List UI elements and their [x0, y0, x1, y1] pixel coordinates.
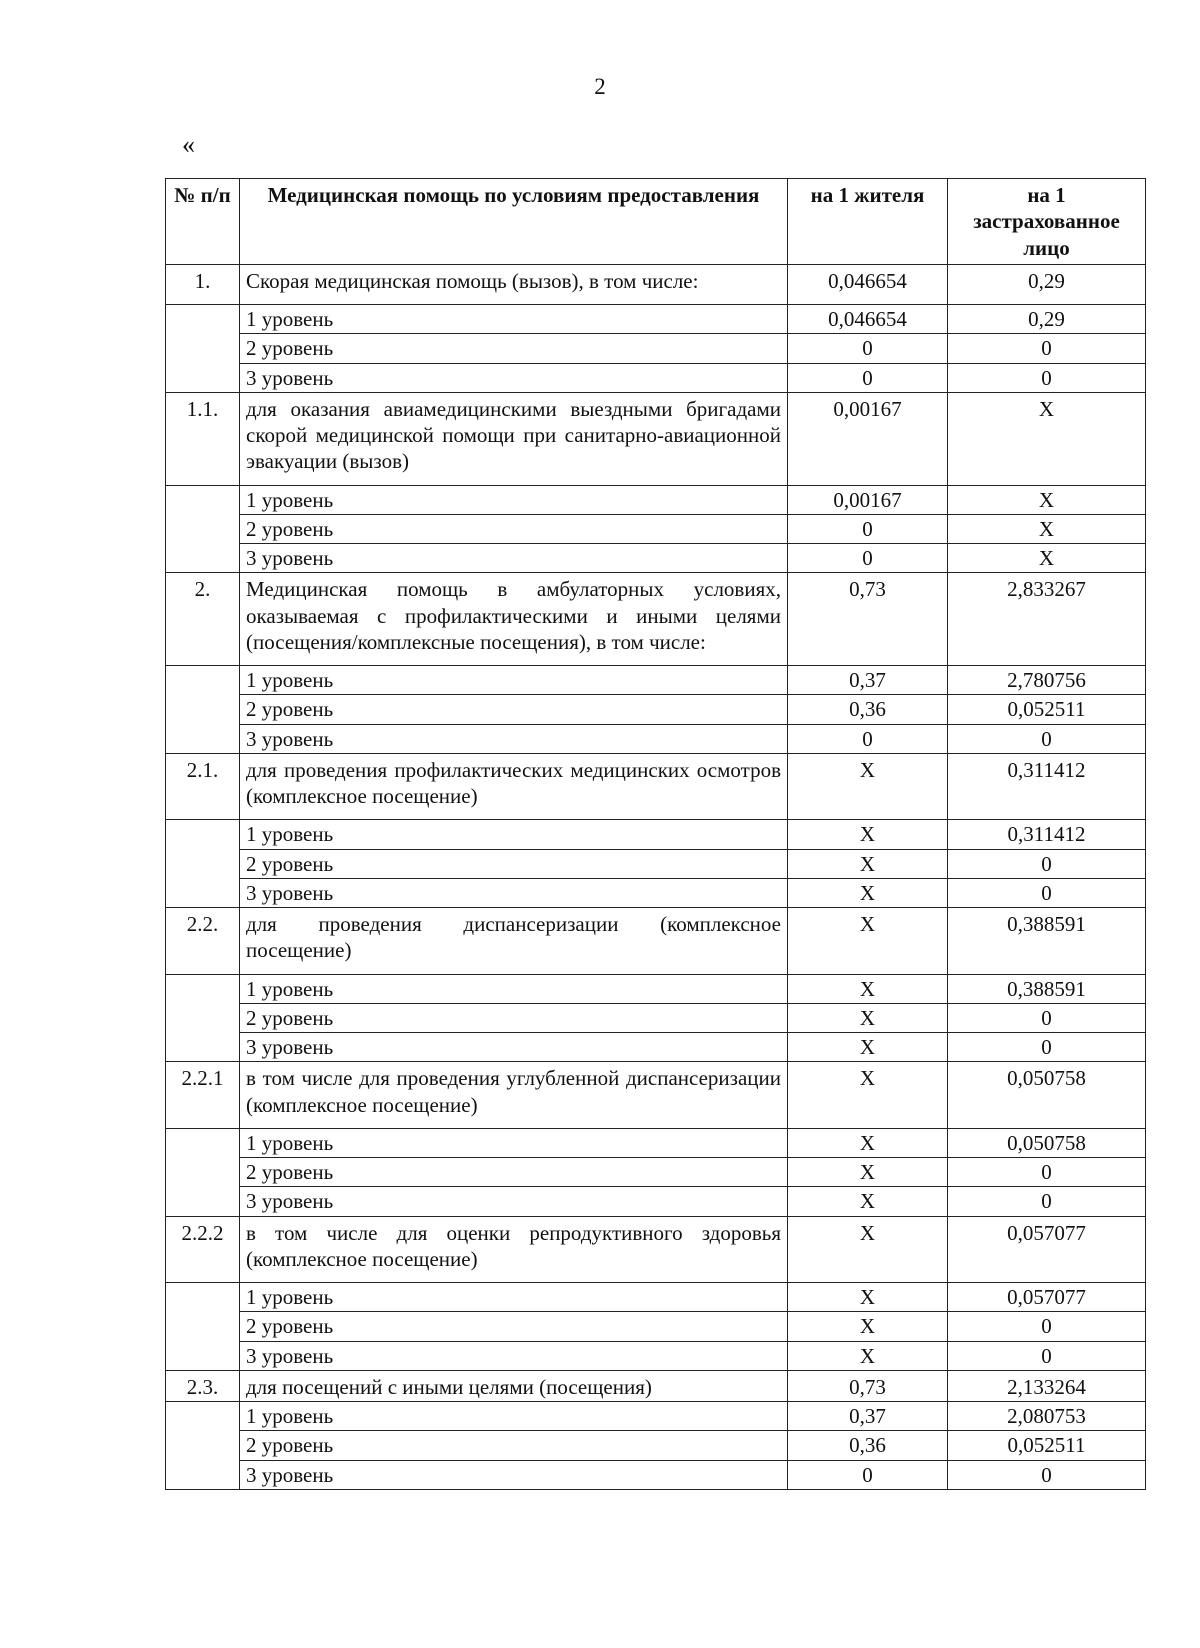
row-number: 1.	[166, 264, 240, 304]
value-per-resident: Х	[788, 1216, 948, 1283]
value-per-insured: 0	[948, 878, 1146, 907]
row-description: в том числе для оценки репродуктивного здоровья (комплексное посещение)	[240, 1216, 788, 1283]
value-per-insured: 0	[948, 724, 1146, 753]
table-row	[166, 1370, 1146, 1401]
value-per-insured: 0,388591	[948, 908, 1146, 975]
row-number	[166, 1033, 240, 1062]
row-description: 3 уровень	[240, 1187, 788, 1216]
table-row	[166, 1033, 1146, 1062]
value-per-resident: 0,046654	[788, 305, 948, 334]
row-number	[166, 1283, 240, 1312]
table-row	[166, 573, 1146, 666]
row-description: 1 уровень	[240, 305, 788, 334]
value-per-resident: 0,00167	[788, 485, 948, 514]
row-number	[166, 305, 240, 334]
table-row	[166, 1062, 1146, 1129]
row-number	[166, 514, 240, 543]
table-row	[166, 1158, 1146, 1187]
row-number	[166, 1158, 240, 1187]
row-description: 1 уровень	[240, 974, 788, 1003]
value-per-insured: Х	[948, 392, 1146, 485]
row-number: 2.2.1	[166, 1062, 240, 1129]
value-per-insured: 0,29	[948, 264, 1146, 304]
value-per-resident: Х	[788, 1312, 948, 1341]
row-number	[166, 849, 240, 878]
value-per-insured: 0,052511	[948, 1431, 1146, 1460]
value-per-resident: 0	[788, 544, 948, 573]
row-number	[166, 1128, 240, 1157]
value-per-resident: Х	[788, 908, 948, 975]
value-per-resident: 0,37	[788, 1402, 948, 1431]
row-description: 1 уровень	[240, 820, 788, 849]
value-per-insured: 0,29	[948, 305, 1146, 334]
table-row	[166, 1216, 1146, 1283]
value-per-resident: 0,36	[788, 1431, 948, 1460]
table-row	[166, 820, 1146, 849]
value-per-insured: 2,133264	[948, 1370, 1146, 1401]
row-description: 2 уровень	[240, 1158, 788, 1187]
row-description: Скорая медицинская помощь (вызов), в том числе:	[240, 264, 788, 304]
value-per-resident: Х	[788, 1003, 948, 1032]
table-row	[166, 334, 1146, 363]
row-description: 2 уровень	[240, 1003, 788, 1032]
row-description: 3 уровень	[240, 544, 788, 573]
header-per-resident: на 1 жителя	[788, 179, 948, 265]
value-per-resident: Х	[788, 1033, 948, 1062]
value-per-insured: Х	[948, 544, 1146, 573]
table-row	[166, 724, 1146, 753]
row-number	[166, 334, 240, 363]
value-per-resident: 0	[788, 724, 948, 753]
row-number	[166, 974, 240, 1003]
row-number	[166, 1402, 240, 1431]
row-number	[166, 485, 240, 514]
table-row	[166, 485, 1146, 514]
row-description: 3 уровень	[240, 878, 788, 907]
row-description: 1 уровень	[240, 1128, 788, 1157]
value-per-insured: 0,052511	[948, 695, 1146, 724]
row-description: 2 уровень	[240, 1312, 788, 1341]
value-per-insured: 0,057077	[948, 1216, 1146, 1283]
value-per-resident: 0	[788, 363, 948, 392]
value-per-insured: 0,311412	[948, 753, 1146, 820]
value-per-resident: Х	[788, 1158, 948, 1187]
row-description: 2 уровень	[240, 695, 788, 724]
row-number	[166, 724, 240, 753]
value-per-resident: 0,046654	[788, 264, 948, 304]
value-per-insured: 0	[948, 1312, 1146, 1341]
value-per-insured: 0	[948, 334, 1146, 363]
page-number: 2	[594, 74, 606, 99]
value-per-resident: 0,00167	[788, 392, 948, 485]
value-per-resident: Х	[788, 849, 948, 878]
row-description: 1 уровень	[240, 666, 788, 695]
value-per-insured: 2,080753	[948, 1402, 1146, 1431]
value-per-resident: Х	[788, 753, 948, 820]
table-row	[166, 849, 1146, 878]
table-row	[166, 1431, 1146, 1460]
row-number	[166, 1003, 240, 1032]
table-row	[166, 305, 1146, 334]
value-per-resident: 0	[788, 514, 948, 543]
value-per-resident: Х	[788, 820, 948, 849]
value-per-insured: 0,057077	[948, 1283, 1146, 1312]
value-per-insured: 0,050758	[948, 1062, 1146, 1129]
value-per-resident: Х	[788, 1341, 948, 1370]
value-per-resident: 0	[788, 334, 948, 363]
row-number: 2.2.2	[166, 1216, 240, 1283]
value-per-insured: 0,050758	[948, 1128, 1146, 1157]
row-description: для проведения диспансеризации (комплексное посещение)	[240, 908, 788, 975]
row-number	[166, 1460, 240, 1489]
table-row	[166, 392, 1146, 485]
value-per-insured: 2,833267	[948, 573, 1146, 666]
row-number	[166, 1431, 240, 1460]
row-description: 3 уровень	[240, 1341, 788, 1370]
row-description: 1 уровень	[240, 1402, 788, 1431]
value-per-resident: 0,73	[788, 573, 948, 666]
row-description: 2 уровень	[240, 1431, 788, 1460]
row-number	[166, 1312, 240, 1341]
table-row	[166, 1128, 1146, 1157]
table-row	[166, 264, 1146, 304]
value-per-insured: Х	[948, 485, 1146, 514]
row-number: 1.1.	[166, 392, 240, 485]
row-number: 2.3.	[166, 1370, 240, 1401]
value-per-resident: Х	[788, 1187, 948, 1216]
row-number	[166, 1341, 240, 1370]
table-row	[166, 363, 1146, 392]
row-description: для проведения профилактических медицинских осмотров (комплексное посещение)	[240, 753, 788, 820]
value-per-insured: 0	[948, 1460, 1146, 1489]
row-description: Медицинская помощь в амбулаторных условиях, оказываемая с профилактическими и иными целями (посещения/комплексные посещения), в том числе:	[240, 573, 788, 666]
row-number	[166, 878, 240, 907]
table-row	[166, 1460, 1146, 1489]
table-row	[166, 1402, 1146, 1431]
row-description: 1 уровень	[240, 485, 788, 514]
row-number: 2.	[166, 573, 240, 666]
value-per-insured: 0	[948, 1341, 1146, 1370]
table-row	[166, 908, 1146, 975]
row-number	[166, 1187, 240, 1216]
value-per-insured: 0	[948, 1033, 1146, 1062]
header-description: Медицинская помощь по условиям предоставления	[240, 179, 788, 265]
value-per-insured: 0,311412	[948, 820, 1146, 849]
medical-care-table	[165, 178, 1146, 1490]
value-per-insured: 0	[948, 1158, 1146, 1187]
value-per-resident: Х	[788, 1128, 948, 1157]
value-per-resident: 0,36	[788, 695, 948, 724]
table-row	[166, 974, 1146, 1003]
row-number	[166, 363, 240, 392]
value-per-insured: 0	[948, 1003, 1146, 1032]
row-description: 3 уровень	[240, 1033, 788, 1062]
value-per-insured: 0	[948, 363, 1146, 392]
row-number	[166, 666, 240, 695]
row-number	[166, 544, 240, 573]
row-description: 2 уровень	[240, 849, 788, 878]
value-per-resident: 0	[788, 1460, 948, 1489]
row-description: 3 уровень	[240, 1460, 788, 1489]
table-row	[166, 1312, 1146, 1341]
row-description: 2 уровень	[240, 514, 788, 543]
table-body	[166, 264, 1146, 1489]
row-number: 2.1.	[166, 753, 240, 820]
value-per-insured: 0	[948, 1187, 1146, 1216]
value-per-resident: Х	[788, 878, 948, 907]
value-per-insured: 2,780756	[948, 666, 1146, 695]
value-per-resident: 0,73	[788, 1370, 948, 1401]
row-description: в том числе для проведения углубленной диспансеризации (комплексное посещение)	[240, 1062, 788, 1129]
row-description: 2 уровень	[240, 334, 788, 363]
header-num: № п/п	[166, 179, 240, 265]
table-row	[166, 1283, 1146, 1312]
table-row	[166, 544, 1146, 573]
table-row	[166, 753, 1146, 820]
table-row	[166, 1003, 1146, 1032]
table-row	[166, 514, 1146, 543]
row-description: 3 уровень	[240, 724, 788, 753]
value-per-insured: Х	[948, 514, 1146, 543]
value-per-resident: Х	[788, 1283, 948, 1312]
row-description: для оказания авиамедицинскими выездными бригадами скорой медицинской помощи при санитарно-авиационной эвакуации (вызов)	[240, 392, 788, 485]
header-row	[166, 179, 1146, 265]
row-description: 1 уровень	[240, 1283, 788, 1312]
value-per-resident: Х	[788, 974, 948, 1003]
table-row	[166, 878, 1146, 907]
table-row	[166, 695, 1146, 724]
row-number	[166, 695, 240, 724]
value-per-resident: Х	[788, 1062, 948, 1129]
row-number	[166, 820, 240, 849]
row-description: 3 уровень	[240, 363, 788, 392]
row-description: для посещений с иными целями (посещения)	[240, 1370, 788, 1401]
value-per-insured: 0	[948, 849, 1146, 878]
value-per-resident: 0,37	[788, 666, 948, 695]
opening-quote: «	[182, 130, 195, 159]
row-number: 2.2.	[166, 908, 240, 975]
header-per-insured: на 1 застрахованное лицо	[948, 179, 1146, 265]
table-row	[166, 666, 1146, 695]
table-row	[166, 1341, 1146, 1370]
value-per-insured: 0,388591	[948, 974, 1146, 1003]
table-row	[166, 1187, 1146, 1216]
